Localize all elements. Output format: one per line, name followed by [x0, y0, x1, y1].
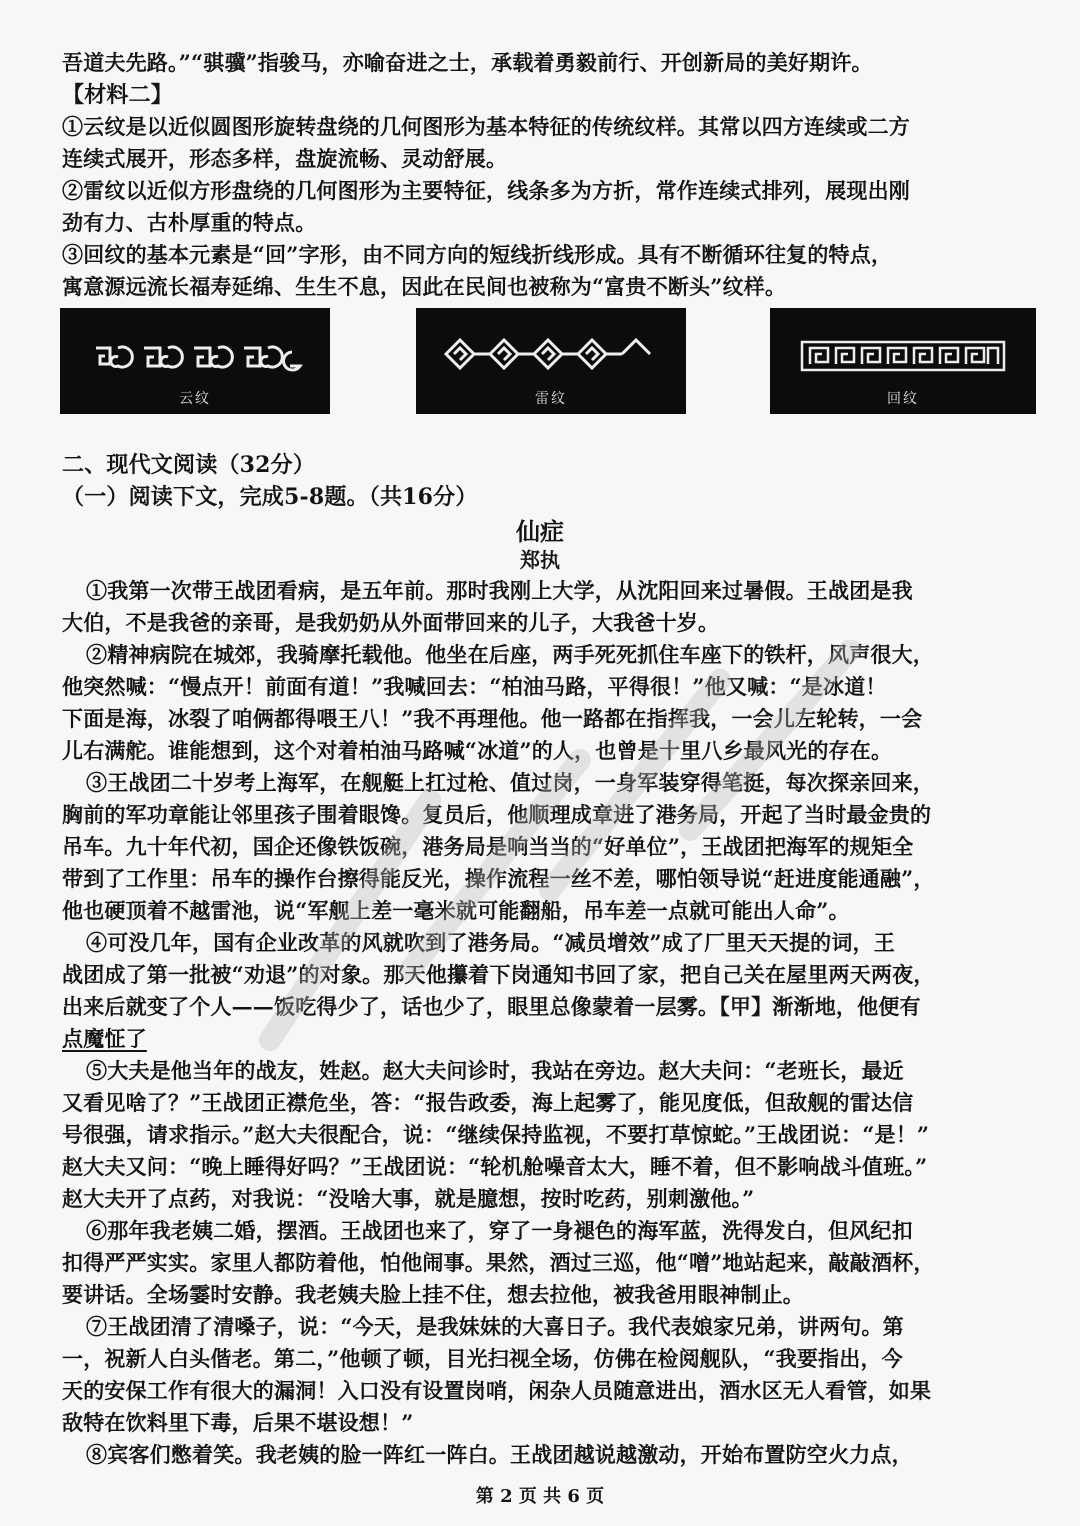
- article-line: ①我第一次带王战团看病，是五年前。那时我刚上大学，从沈阳回来过暑假。王战团是我: [86, 578, 913, 603]
- material-item-3-line-2: 寓意源远流长福寿延绵、生生不息，因此在民间也被称为“富贵不断头”纹样。: [62, 274, 787, 299]
- article-line: 敌特在饮料里下毒，后果不堪设想！”: [62, 1410, 414, 1435]
- thunder-pattern-panel: [416, 308, 686, 414]
- article-line: 号很强，请求指示。”赵大夫很配合，说：“继续保持监视，不要打草惊蛇。”王战团说：“是！”: [62, 1122, 930, 1147]
- article-line: 扣得严严实实。家里人都防着他，怕他闹事。果然，酒过三巡，他“噌”地站起来，敲敲酒杯，: [62, 1250, 935, 1275]
- cloud-pattern-panel: [60, 308, 330, 414]
- fret-pattern-panel: [770, 308, 1036, 414]
- article-line: ③王战团二十岁考上海军，在舰艇上扛过枪、值过岗，一身军装穿得笔挺，每次探亲回来，: [86, 770, 934, 795]
- material-item-3-line-1: ③回纹的基本元素是“回”字形，由不同方向的短线折线形成。具有不断循环往复的特点，: [62, 242, 893, 267]
- article-line: 带到了工作里：吊车的操作台擦得能反光，操作流程一丝不差，哪怕领导说“赶进度能通融”，: [62, 866, 935, 891]
- article-line: 要讲话。全场霎时安静。我老姨夫脸上挂不住，想去拉他，被我爸用眼神制止。: [62, 1282, 804, 1307]
- article-line: 他也硬顶着不越雷池，说“军舰上差一毫米就可能翻船，吊车差一点就可能出人命”。: [62, 898, 850, 923]
- page-number: 第 2 页 共 6 页: [475, 1486, 605, 1507]
- article-line: ⑥那年我老姨二婚，摆酒。王战团也来了，穿了一身褪色的海军蓝，洗得发白，但风纪扣: [86, 1218, 913, 1243]
- section-heading: 二、现代文阅读（32分）: [62, 452, 316, 478]
- material-item-1-line-1: ①云纹是以近似圆图形旋转盘绕的几何图形为基本特征的传统纹样。其常以四方连续或二方: [62, 114, 910, 139]
- article-line: 出来后就变了个人——饭吃得少了，话也少了，眼里总像蒙着一层雾。【甲】渐渐地，他便有: [62, 994, 921, 1019]
- article-line: 他突然喊：“慢点开！前面有道！”我喊回去：“柏油马路，平得很！”他又喊：“是冰道！: [62, 674, 887, 699]
- article-line: ④可没几年，国有企业改革的风就吹到了港务局。“减员增效”成了厂里天天提的词，王: [86, 930, 895, 955]
- article-author: 郑执: [520, 548, 560, 572]
- fret-pattern-label: 回纹: [887, 391, 919, 407]
- article-line: 赵大夫又问：“晚上睡得好吗？”王战团说：“轮机舱噪音太大，睡不着，但不影响战斗值班。”: [62, 1154, 928, 1179]
- article-line: 胸前的军功章能让邻里孩子围着眼馋。复员后，他顺理成章进了港务局，开起了当时最金贵的: [62, 802, 932, 827]
- cloud-pattern-label: 云纹: [179, 391, 211, 407]
- article-line: ⑦王战团清了清嗓子，说：“今天，是我妹妹的大喜日子。我代表娘家兄弟，讲两句。第: [86, 1314, 904, 1339]
- material-item-2-line-2: 劲有力、古朴厚重的特点。: [62, 210, 317, 235]
- article-title: 仙症: [516, 517, 564, 546]
- article-line: ⑧宾客们憋着笑。我老姨的脸一阵红一阵白。王战团越说越激动，开始布置防空火力点，: [86, 1442, 913, 1467]
- article-line: 大伯，不是我爸的亲哥，是我奶奶从外面带回来的儿子，大我爸十岁。: [62, 610, 720, 635]
- article-line: 又看见啥了？”王战团正襟危坐，答：“报告政委，海上起雾了，能见度低，但敌舰的雷达信: [62, 1090, 914, 1115]
- article-line: ⑤大夫是他当年的战友，姓赵。赵大夫问诊时，我站在旁边。赵大夫问：“老班长，最近: [86, 1058, 904, 1083]
- article-line: 吊车。九十年代初，国企还像铁饭碗，港务局是响当当的“好单位”，王战团把海军的规矩全: [62, 834, 914, 859]
- material-intro-line: 吾道夫先路。”“骐骥”指骏马，亦喻奋进之士，承载着勇毅前行、开创新局的美好期许。: [62, 50, 873, 75]
- material-item-2-line-1: ②雷纹以近似方形盘绕的几何图形为主要特征，线条多为方折，常作连续式排列，展现出刚: [62, 178, 910, 203]
- article-line: 战团成了第一批被“劝退”的对象。那天他攥着下岗通知书回了家，把自己关在屋里两天两夜，: [62, 962, 935, 987]
- article-line-underlined: 点魔怔了: [62, 1026, 147, 1051]
- article-line: 下面是海，冰裂了咱俩都得喂王八！”我不再理他。他一路都在指挥我，一会儿左轮转，一会: [62, 706, 923, 731]
- material-two-heading: 【材料二】: [62, 82, 174, 108]
- material-item-1-line-2: 连续式展开，形态多样，盘旋流畅、灵动舒展。: [62, 146, 508, 171]
- article-line: 一，祝新人白头偕老。第二，”他顿了顿，目光扫视全场，仿佛在检阅舰队，“我要指出，今: [62, 1346, 903, 1371]
- section-subheading: （一）阅读下文，完成5-8题。（共16分）: [62, 484, 478, 510]
- article-line: 儿右满舵。谁能想到，这个对着柏油马路喊“冰道”的人，也曾是十里八乡最风光的存在。: [62, 738, 893, 763]
- article-line: 赵大夫开了点药，对我说：“没啥大事，就是臆想，按时吃药，别刺激他。”: [62, 1186, 755, 1211]
- thunder-pattern-label: 雷纹: [535, 391, 567, 407]
- article-line: ②精神病院在城郊，我骑摩托载他。他坐在后座，两手死死抓住车座下的铁杆，风声很大，: [86, 642, 934, 667]
- article-line: 天的安保工作有很大的漏洞！入口没有设置岗哨，闲杂人员随意进出，酒水区无人看管，如果: [62, 1378, 932, 1403]
